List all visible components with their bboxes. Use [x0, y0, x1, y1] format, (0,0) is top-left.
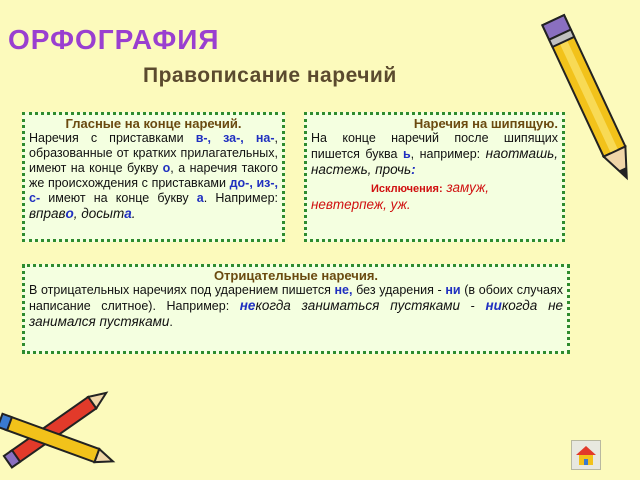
exceptions-line-2: невтерпеж, уж. [311, 197, 411, 212]
negative-box [22, 264, 570, 354]
exceptions-line: Исключения: замуж, [371, 180, 490, 195]
hushing-box-text: На конце наречий после шипящих пишется буква ь, например: наотмашь, настежь, прочь: [311, 131, 559, 177]
negative-box-text: В отрицательных наречиях под ударением пишется не, без ударения - ни (в обоих случаях написание слитное). Например: некогда заниматься пустяками - никогда не занимался пустяками. [29, 283, 564, 329]
page-subtitle: Правописание наречий [143, 64, 397, 87]
hushing-box [304, 112, 565, 242]
hushing-box-title: Наречия на шипящую. [413, 116, 558, 131]
exceptions-label: Исключения: [371, 183, 443, 195]
vowels-box-title: Гласные на конце наречий. [65, 116, 242, 131]
home-nav-button[interactable] [571, 440, 601, 470]
vowels-box-text: Наречия с приставками в-, за-, на-, образованные от кратких прилагательных, имеют на конце букву о, а наречия такого же происхождения с приставками до-, из-, с- имеют на конце букву а. Например: вправо, досыта. [29, 131, 278, 221]
negative-box-title: Отрицательные наречия. [213, 268, 379, 283]
vowels-box [22, 112, 285, 242]
page-title: ОРФОГРАФИЯ [8, 24, 220, 55]
pencils-icon [0, 380, 130, 480]
home-nav-icon [572, 441, 600, 469]
